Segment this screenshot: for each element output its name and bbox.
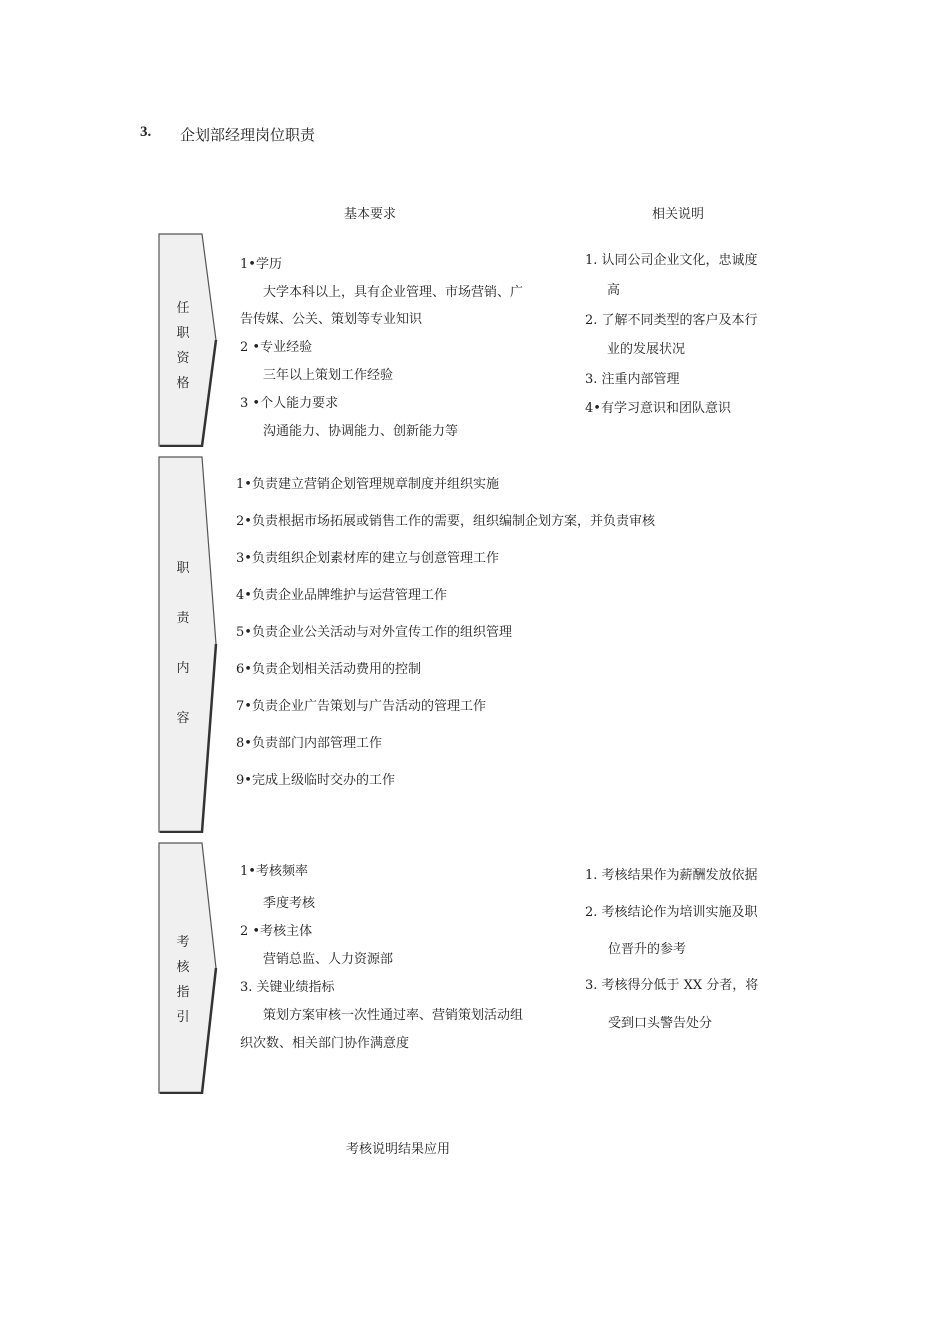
assessment-label-3: 指 [176, 985, 190, 1000]
qualification-item: 告传媒、公关、策划等专业知识 [240, 312, 423, 327]
assessment-item: 营销总监、人力资源部 [263, 952, 394, 967]
duty-item: 7•负责企业广告策划与广告活动的管理工作 [236, 699, 486, 714]
assessment-note: 3. 考核得分低于 XX 分者，将 [585, 978, 759, 993]
duty-item: 6•负责企划相关活动费用的控制 [236, 662, 421, 677]
column-header-basic: 基本要求 [344, 207, 397, 222]
assessment-note: 2. 考核结论作为培训实施及职 [585, 905, 758, 920]
qualification-item: 3 •个人能力要求 [240, 396, 339, 411]
page-title: 企划部经理岗位职责 [180, 126, 316, 144]
assessment-note: 受到口头警告处分 [608, 1016, 713, 1031]
duties-label-3: 内 [176, 661, 190, 676]
qualification-label-3: 资 [176, 351, 190, 366]
duty-item: 3•负责组织企划素材库的建立与创意管理工作 [236, 551, 499, 566]
qualification-item: 1•学历 [240, 257, 282, 272]
qualification-item: 大学本科以上，具有企业管理、市场营销、广 [263, 285, 524, 300]
arrow-tab-shape [158, 456, 218, 833]
duties-label-1: 职 [176, 561, 190, 576]
column-header-notes: 相关说明 [652, 207, 705, 222]
duty-item: 8•负责部门内部管理工作 [236, 736, 382, 751]
qualification-note: 1. 认同公司企业文化，忠诚度 [585, 253, 758, 268]
qualification-label-2: 职 [176, 326, 190, 341]
qualification-label-1: 任 [176, 301, 190, 316]
assessment-note: 1. 考核结果作为薪酬发放依据 [585, 868, 758, 883]
assessment-label-1: 考 [176, 935, 190, 950]
section-number: 3. [140, 124, 152, 140]
qualification-arrow-tab [158, 233, 218, 447]
duty-item: 4•负责企业品牌维护与运营管理工作 [236, 588, 447, 603]
assessment-item: 策划方案审核一次性通过率、营销策划活动组 [263, 1008, 524, 1023]
duties-label-4: 容 [176, 711, 190, 726]
qualification-item: 三年以上策划工作经验 [263, 368, 394, 383]
duty-item: 9•完成上级临时交办的工作 [236, 773, 395, 788]
duties-arrow-tab [158, 456, 218, 833]
assessment-note: 位晋升的参考 [608, 942, 687, 957]
qualification-note: 业的发展状况 [607, 342, 686, 357]
duty-item: 2•负责根据市场拓展或销售工作的需要，组织编制企划方案，并负责审核 [236, 514, 655, 529]
assessment-item: 3. 关键业绩指标 [240, 980, 335, 995]
duty-item: 5•负责企业公关活动与对外宣传工作的组织管理 [236, 625, 512, 640]
assessment-arrow-tab [158, 842, 218, 1094]
assessment-label-2: 核 [176, 960, 190, 975]
qualification-item: 2 •专业经验 [240, 340, 313, 355]
qualification-note: 高 [607, 283, 621, 298]
qualification-note: 2. 了解不同类型的客户及本行 [585, 313, 758, 328]
qualification-item: 沟通能力、协调能力、创新能力等 [263, 424, 459, 439]
duty-item: 1•负责建立营销企划管理规章制度并组织实施 [236, 477, 499, 492]
assessment-item: 1•考核频率 [240, 864, 308, 879]
assessment-item: 织次数、相关部门协作满意度 [240, 1036, 410, 1051]
assessment-item: 2 •考核主体 [240, 924, 313, 939]
footer-caption: 考核说明结果应用 [346, 1142, 451, 1157]
assessment-label-4: 引 [176, 1010, 190, 1025]
qualification-note: 4•有学习意识和团队意识 [585, 401, 731, 416]
assessment-item: 季度考核 [263, 896, 316, 911]
qualification-label-4: 格 [176, 376, 190, 391]
duties-label-2: 责 [176, 611, 190, 626]
qualification-note: 3. 注重内部管理 [585, 372, 680, 387]
